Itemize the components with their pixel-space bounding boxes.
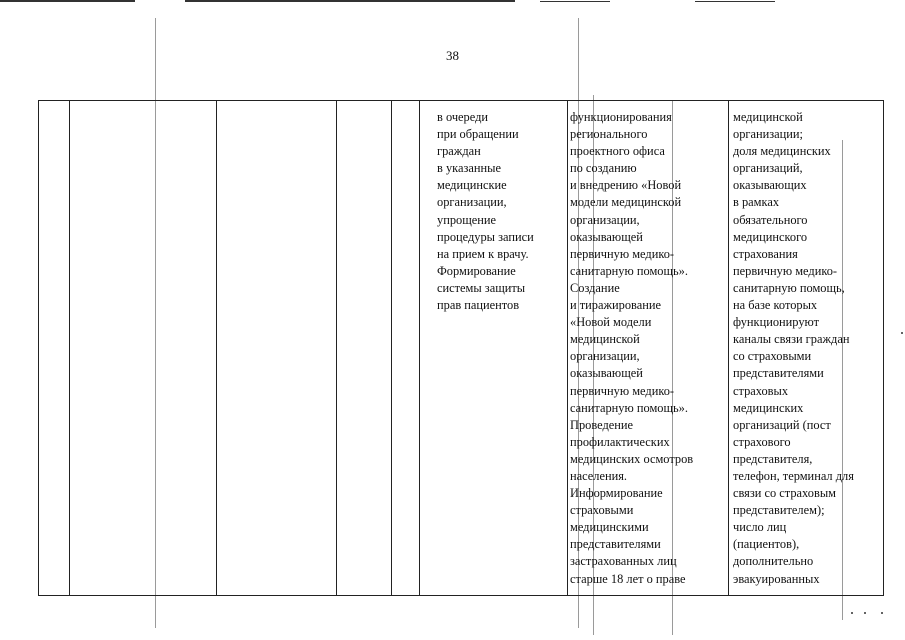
cell-line: эвакуированных	[733, 571, 820, 586]
cell-line: телефон, терминал для	[733, 468, 854, 483]
cell-line: и внедрению «Новой	[570, 178, 682, 193]
cell-line: системы защиты	[437, 280, 526, 295]
cell-line: оказывающих	[733, 178, 807, 193]
cell-line: оказывающей	[570, 229, 643, 244]
column-divider	[391, 101, 392, 595]
cell-line: организации,	[570, 212, 640, 227]
cell-line: в очереди	[437, 110, 489, 124]
cell-line: граждан	[437, 144, 481, 159]
cell-line: (пациентов),	[733, 537, 800, 552]
cell-line: проектного офиса	[570, 144, 665, 159]
table-cell-col8	[570, 109, 693, 588]
cell-line: санитарную помощь».	[570, 400, 688, 415]
column-divider	[336, 101, 337, 595]
cell-line: функционируют	[733, 315, 820, 330]
scan-speck	[851, 612, 853, 614]
cell-line: организаций,	[733, 161, 803, 176]
cell-line: модели медицинской	[570, 195, 682, 210]
cell-line: в рамках	[733, 195, 780, 210]
cell-line: на прием к врачу.	[437, 246, 529, 261]
column-divider	[216, 101, 217, 595]
cell-line: упрощение	[437, 212, 497, 227]
cell-line: Проведение	[570, 417, 634, 432]
cell-line: оказывающей	[570, 366, 643, 381]
cell-line: старше 18 лет о праве	[570, 571, 686, 586]
cell-line: медицинских осмотров	[570, 451, 694, 466]
scan-speck	[864, 612, 866, 614]
page-number: 38	[446, 48, 459, 63]
cell-line: санитарную помощь».	[570, 263, 688, 278]
table-cell-col7	[437, 109, 534, 314]
cell-line: медицинской	[570, 332, 640, 347]
scan-speck	[901, 332, 903, 334]
cell-line: число лиц	[733, 520, 787, 535]
cell-line: представителями	[733, 366, 824, 381]
cell-line: страхового	[733, 434, 791, 449]
cell-line: Создание	[570, 280, 620, 295]
cell-line: организации,	[570, 349, 640, 364]
cell-line: связи со страховым	[733, 486, 836, 501]
cell-line: представителем);	[733, 503, 825, 518]
cell-line: процедуры записи	[437, 229, 534, 244]
cell-line: прав пациентов	[437, 298, 520, 313]
cell-line: со страховыми	[733, 349, 812, 364]
cell-line: каналы связи граждан	[733, 332, 850, 347]
cell-line: Информирование	[570, 486, 663, 501]
cell-line: функционирования	[570, 110, 672, 124]
cell-line: на базе которых	[733, 298, 818, 313]
cell-line: по созданию	[570, 161, 637, 176]
cell-line: в указанные	[437, 161, 501, 176]
cell-line: дополнительно	[733, 554, 814, 569]
column-divider	[567, 101, 568, 595]
cell-line: застрахованных лиц	[570, 554, 677, 569]
cell-line: медицинские	[437, 178, 507, 193]
scan-speck	[881, 612, 883, 614]
cell-line: «Новой модели	[570, 315, 652, 330]
cell-line: и тиражирование	[570, 298, 661, 313]
table-cell-col9	[733, 109, 854, 588]
column-divider	[728, 101, 729, 595]
cell-line: первичную медико-	[570, 383, 675, 398]
cell-line: санитарную помощь,	[733, 280, 845, 295]
cell-line: медицинских	[733, 400, 804, 415]
cell-line: первичную медико-	[733, 263, 838, 278]
cell-line: медицинской	[733, 110, 803, 124]
cell-line: страховыми	[570, 503, 634, 518]
cell-line: медицинского	[733, 229, 808, 244]
cell-line: организации,	[437, 195, 507, 210]
cell-line: при обращении	[437, 127, 519, 142]
cell-line: представителя,	[733, 451, 813, 466]
scan-artifact-top-left	[0, 0, 135, 2]
cell-line: страховых	[733, 383, 789, 398]
scan-artifact-top-right-1	[540, 1, 610, 2]
cell-line: обязательного	[733, 212, 808, 227]
cell-line: страхования	[733, 246, 798, 261]
scan-artifact-top-right-2	[695, 1, 775, 2]
cell-line: медицинскими	[570, 520, 649, 535]
document-table	[38, 100, 884, 596]
cell-line: Формирование	[437, 263, 516, 278]
column-divider	[419, 101, 420, 595]
cell-line: профилактических	[570, 434, 670, 449]
cell-line: организации;	[733, 127, 803, 142]
column-divider	[69, 101, 70, 595]
cell-line: доля медицинских	[733, 144, 831, 159]
cell-line: организаций (пост	[733, 417, 831, 432]
cell-line: представителями	[570, 537, 661, 552]
scan-artifact-top-mid	[185, 0, 515, 2]
cell-line: населения.	[570, 468, 628, 483]
cell-line: первичную медико-	[570, 246, 675, 261]
cell-line: регионального	[570, 127, 648, 142]
